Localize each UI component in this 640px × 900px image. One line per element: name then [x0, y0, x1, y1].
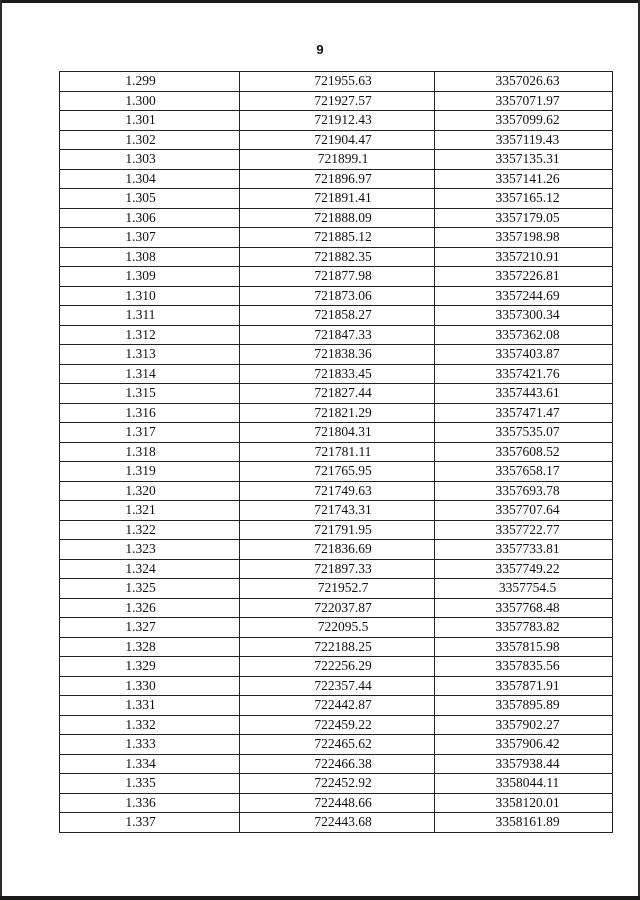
y-coordinate-cell: 3357210.91 [435, 247, 613, 267]
y-coordinate-cell: 3357768.48 [435, 598, 613, 618]
page-number: 9 [316, 42, 324, 57]
y-coordinate-cell: 3357754.5 [435, 579, 613, 599]
table-row [60, 579, 613, 599]
x-coordinate-cell: 721821.29 [240, 403, 435, 423]
point-id-cell: 1.336 [60, 793, 240, 813]
x-coordinate-cell: 721838.36 [240, 345, 435, 365]
x-coordinate-cell: 721877.98 [240, 267, 435, 287]
table-row [60, 715, 613, 735]
point-id-cell: 1.307 [60, 228, 240, 248]
y-coordinate-cell: 3357707.64 [435, 501, 613, 521]
y-coordinate-cell: 3357141.26 [435, 169, 613, 189]
x-coordinate-cell: 721899.1 [240, 150, 435, 170]
x-coordinate-cell: 721885.12 [240, 228, 435, 248]
table-row [60, 559, 613, 579]
y-coordinate-cell: 3357871.91 [435, 676, 613, 696]
x-coordinate-cell: 722452.92 [240, 774, 435, 794]
y-coordinate-cell: 3357693.78 [435, 481, 613, 501]
y-coordinate-cell: 3357421.76 [435, 364, 613, 384]
point-id-cell: 1.318 [60, 442, 240, 462]
x-coordinate-cell: 722459.22 [240, 715, 435, 735]
table-row [60, 228, 613, 248]
x-coordinate-cell: 721882.35 [240, 247, 435, 267]
table-row [60, 189, 613, 209]
point-id-cell: 1.335 [60, 774, 240, 794]
scan-border-top [0, 0, 640, 3]
y-coordinate-cell: 3357722.77 [435, 520, 613, 540]
x-coordinate-cell: 721888.09 [240, 208, 435, 228]
point-id-cell: 1.317 [60, 423, 240, 443]
point-id-cell: 1.316 [60, 403, 240, 423]
x-coordinate-cell: 721912.43 [240, 111, 435, 131]
x-coordinate-cell: 721765.95 [240, 462, 435, 482]
point-id-cell: 1.328 [60, 637, 240, 657]
table-row [60, 169, 613, 189]
y-coordinate-cell: 3357608.52 [435, 442, 613, 462]
point-id-cell: 1.325 [60, 579, 240, 599]
table-row [60, 813, 613, 833]
table-row [60, 286, 613, 306]
point-id-cell: 1.309 [60, 267, 240, 287]
x-coordinate-cell: 722465.62 [240, 735, 435, 755]
y-coordinate-cell: 3357733.81 [435, 540, 613, 560]
y-coordinate-cell: 3357906.42 [435, 735, 613, 755]
point-id-cell: 1.332 [60, 715, 240, 735]
point-id-cell: 1.308 [60, 247, 240, 267]
point-id-cell: 1.301 [60, 111, 240, 131]
y-coordinate-cell: 3357362.08 [435, 325, 613, 345]
table-row [60, 481, 613, 501]
table-row [60, 462, 613, 482]
y-coordinate-cell: 3357783.82 [435, 618, 613, 638]
point-id-cell: 1.329 [60, 657, 240, 677]
point-id-cell: 1.306 [60, 208, 240, 228]
table-row [60, 130, 613, 150]
y-coordinate-cell: 3357895.89 [435, 696, 613, 716]
table-row [60, 306, 613, 326]
point-id-cell: 1.312 [60, 325, 240, 345]
table-row [60, 325, 613, 345]
x-coordinate-cell: 721858.27 [240, 306, 435, 326]
point-id-cell: 1.327 [60, 618, 240, 638]
point-id-cell: 1.334 [60, 754, 240, 774]
x-coordinate-cell: 721836.69 [240, 540, 435, 560]
coordinates-table [59, 71, 613, 833]
point-id-cell: 1.326 [60, 598, 240, 618]
x-coordinate-cell: 722188.25 [240, 637, 435, 657]
table-row [60, 150, 613, 170]
x-coordinate-cell: 722095.5 [240, 618, 435, 638]
x-coordinate-cell: 722037.87 [240, 598, 435, 618]
point-id-cell: 1.337 [60, 813, 240, 833]
x-coordinate-cell: 721952.7 [240, 579, 435, 599]
point-id-cell: 1.314 [60, 364, 240, 384]
point-id-cell: 1.302 [60, 130, 240, 150]
y-coordinate-cell: 3357179.05 [435, 208, 613, 228]
y-coordinate-cell: 3357835.56 [435, 657, 613, 677]
scan-border-left [0, 0, 2, 900]
y-coordinate-cell: 3357300.34 [435, 306, 613, 326]
point-id-cell: 1.310 [60, 286, 240, 306]
point-id-cell: 1.315 [60, 384, 240, 404]
y-coordinate-cell: 3357815.98 [435, 637, 613, 657]
table-row [60, 501, 613, 521]
point-id-cell: 1.305 [60, 189, 240, 209]
y-coordinate-cell: 3357244.69 [435, 286, 613, 306]
table-row [60, 208, 613, 228]
point-id-cell: 1.313 [60, 345, 240, 365]
x-coordinate-cell: 721847.33 [240, 325, 435, 345]
point-id-cell: 1.299 [60, 72, 240, 92]
y-coordinate-cell: 3357135.31 [435, 150, 613, 170]
x-coordinate-cell: 721781.11 [240, 442, 435, 462]
point-id-cell: 1.331 [60, 696, 240, 716]
x-coordinate-cell: 721873.06 [240, 286, 435, 306]
x-coordinate-cell: 721955.63 [240, 72, 435, 92]
x-coordinate-cell: 721804.31 [240, 423, 435, 443]
point-id-cell: 1.319 [60, 462, 240, 482]
table-row [60, 735, 613, 755]
y-coordinate-cell: 3358161.89 [435, 813, 613, 833]
point-id-cell: 1.320 [60, 481, 240, 501]
table-row [60, 364, 613, 384]
x-coordinate-cell: 721927.57 [240, 91, 435, 111]
table-row [60, 442, 613, 462]
table-row [60, 637, 613, 657]
point-id-cell: 1.323 [60, 540, 240, 560]
table-row [60, 267, 613, 287]
point-id-cell: 1.311 [60, 306, 240, 326]
table-row [60, 696, 613, 716]
table-row [60, 91, 613, 111]
table-row [60, 618, 613, 638]
x-coordinate-cell: 722357.44 [240, 676, 435, 696]
x-coordinate-cell: 721749.63 [240, 481, 435, 501]
table-row [60, 111, 613, 131]
x-coordinate-cell: 721896.97 [240, 169, 435, 189]
point-id-cell: 1.324 [60, 559, 240, 579]
y-coordinate-cell: 3357026.63 [435, 72, 613, 92]
x-coordinate-cell: 722443.68 [240, 813, 435, 833]
table-row [60, 754, 613, 774]
table-row [60, 520, 613, 540]
point-id-cell: 1.321 [60, 501, 240, 521]
y-coordinate-cell: 3357938.44 [435, 754, 613, 774]
y-coordinate-cell: 3357165.12 [435, 189, 613, 209]
x-coordinate-cell: 721743.31 [240, 501, 435, 521]
x-coordinate-cell: 721904.47 [240, 130, 435, 150]
x-coordinate-cell: 722466.38 [240, 754, 435, 774]
x-coordinate-cell: 721827.44 [240, 384, 435, 404]
x-coordinate-cell: 721891.41 [240, 189, 435, 209]
y-coordinate-cell: 3357099.62 [435, 111, 613, 131]
y-coordinate-cell: 3357443.61 [435, 384, 613, 404]
x-coordinate-cell: 721791.95 [240, 520, 435, 540]
y-coordinate-cell: 3357749.22 [435, 559, 613, 579]
point-id-cell: 1.322 [60, 520, 240, 540]
y-coordinate-cell: 3358120.01 [435, 793, 613, 813]
y-coordinate-cell: 3357535.07 [435, 423, 613, 443]
table-row [60, 423, 613, 443]
table-row [60, 72, 613, 92]
x-coordinate-cell: 722442.87 [240, 696, 435, 716]
x-coordinate-cell: 721897.33 [240, 559, 435, 579]
y-coordinate-cell: 3357471.47 [435, 403, 613, 423]
x-coordinate-cell: 722256.29 [240, 657, 435, 677]
y-coordinate-cell: 3357198.98 [435, 228, 613, 248]
table-row [60, 774, 613, 794]
x-coordinate-cell: 722448.66 [240, 793, 435, 813]
table-row [60, 793, 613, 813]
point-id-cell: 1.303 [60, 150, 240, 170]
scan-border-bottom [0, 896, 640, 900]
point-id-cell: 1.304 [60, 169, 240, 189]
coordinates-table-body [60, 72, 613, 833]
point-id-cell: 1.333 [60, 735, 240, 755]
point-id-cell: 1.330 [60, 676, 240, 696]
y-coordinate-cell: 3357119.43 [435, 130, 613, 150]
y-coordinate-cell: 3357902.27 [435, 715, 613, 735]
y-coordinate-cell: 3357226.81 [435, 267, 613, 287]
table-row [60, 540, 613, 560]
table-row [60, 345, 613, 365]
table-row [60, 403, 613, 423]
y-coordinate-cell: 3358044.11 [435, 774, 613, 794]
y-coordinate-cell: 3357071.97 [435, 91, 613, 111]
table-row [60, 657, 613, 677]
x-coordinate-cell: 721833.45 [240, 364, 435, 384]
table-row [60, 598, 613, 618]
y-coordinate-cell: 3357403.87 [435, 345, 613, 365]
table-row [60, 384, 613, 404]
table-row [60, 247, 613, 267]
point-id-cell: 1.300 [60, 91, 240, 111]
y-coordinate-cell: 3357658.17 [435, 462, 613, 482]
table-row [60, 676, 613, 696]
